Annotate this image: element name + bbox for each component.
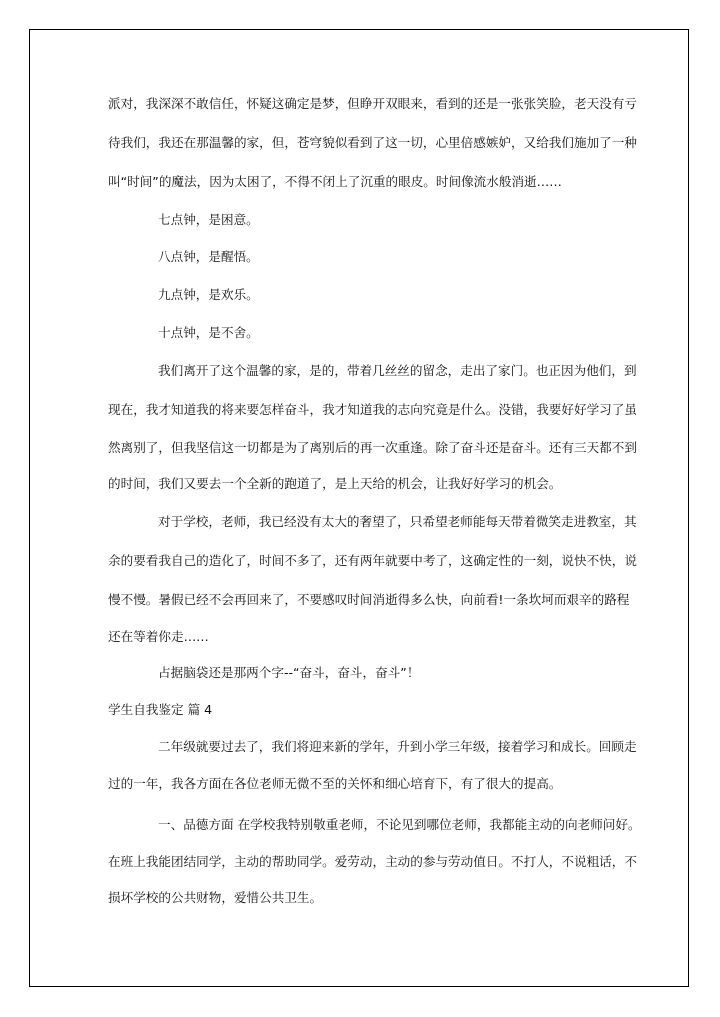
text-line: 的时间，我们又要去一个全新的跑道了，是上天给的机会，让我好好学习的机会。 [108,476,562,491]
text-line: 我们离开了这个温馨的家，是的，带着几丝丝的留念，走出了家门。也正因为他们，到 [158,363,637,378]
text-line: 占据脑袋还是那两个字--“奋斗，奋斗，奋斗”！ [158,665,420,680]
text-line: 现在，我才知道我的将来要怎样奋斗，我才知道我的志向究竟是什么。没错，我要好好学习了虽 [108,402,637,417]
text-line: 八点钟，是醒悟。 [158,249,259,264]
text-line: 余的要看我自己的造化了，时间不多了，还有两年就要中考了，这确定性的一刻，说快不快，说 [108,553,637,568]
text-line: 还在等着你走…… [108,629,209,644]
text-line: 十点钟，是不舍。 [158,325,259,340]
text-line: 七点钟，是困意。 [158,212,259,227]
text-line: 派对，我深深不敢信任，怀疑这确定是梦，但睁开双眼来，看到的还是一张张笑脸，老天没有亏 [108,96,637,111]
text-line: 损坏学校的公共财物，爱惜公共卫生。 [108,890,323,905]
text-line: 九点钟，是欢乐。 [158,287,259,302]
text-line: 一、品德方面 在学校我特别敬重老师，不论见到哪位老师，我都能主动的向老师问好。 [158,817,641,832]
text-line: 然离别了，但我坚信这一切都是为了离别后的再一次重逢。除了奋斗还是奋斗。还有三天都不到 [108,440,637,455]
text-line: 对于学校，老师，我已经没有太大的奢望了，只希望老师能每天带着微笑走进教室，其 [158,514,637,529]
text-line: 待我们，我还在那温馨的家，但，苍穹貌似看到了这一切，心里倍感嫉妒，又给我们施加了一种 [108,135,637,150]
text-line: 过的一年，我各方面在各位老师无微不至的关怀和细心培育下，有了很大的提高。 [108,776,562,791]
section-heading: 学生自我鉴定 篇 4 [108,702,213,717]
text-line: 慢不慢。暑假已经不会再回来了，不要感叹时间消逝得多么快，向前看!一条坎坷而艰辛的路程 [108,592,630,607]
text-line: 在班上我能团结同学，主动的帮助同学。爱劳动，主动的参与劳动值日。不打人，不说粗话，不 [108,854,637,869]
text-line: 二年级就要过去了，我们将迎来新的学年，升到小学三年级，接着学习和成长。回顾走 [158,739,637,754]
text-line: 叫“时间”的魔法，因为太困了，不得不闭上了沉重的眼皮。时间像流水般消逝…… [108,174,562,189]
